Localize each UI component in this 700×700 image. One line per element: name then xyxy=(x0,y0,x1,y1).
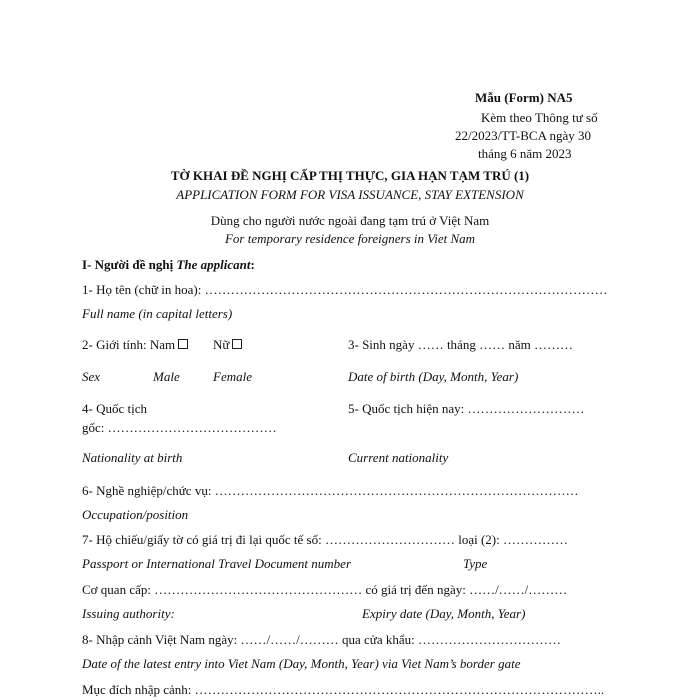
female-checkbox[interactable] xyxy=(232,339,242,349)
form-title-vi: TỜ KHAI ĐỀ NGHỊ CẤP THỊ THỰC, GIA HẠN TẠM TRÚ (1) xyxy=(170,168,530,183)
section-heading-vi: I- Người đề nghị xyxy=(82,257,177,272)
male-checkbox[interactable] xyxy=(178,339,188,349)
issuing-label-en: Issuing authority: xyxy=(82,606,175,621)
issuing-field[interactable]: Cơ quan cấp: ………………………………………… có giá trị đến ngày: ……/……/……… xyxy=(82,582,568,597)
section-heading xyxy=(82,257,255,273)
gender-field xyxy=(82,337,188,353)
section-heading-en: The applicant xyxy=(176,257,251,272)
sex-label-en: Sex xyxy=(82,369,101,384)
passport-label-en: Passport or International Travel Document number xyxy=(82,556,352,571)
attached-line-3: tháng 6 năm 2023 xyxy=(478,146,572,161)
section-heading-colon: : xyxy=(250,257,255,272)
attached-line-1: Kèm theo Thông tư số xyxy=(481,110,598,125)
form-title-en: APPLICATION FORM FOR VISA ISSUANCE, STAY EXTENSION xyxy=(176,187,524,202)
expiry-label-en: Expiry date (Day, Month, Year) xyxy=(362,606,526,621)
name-label-en: Full name (in capital letters) xyxy=(82,306,233,321)
entry-label-en: Date of the latest entry into Viet Nam (Day, Month, Year) via Viet Nam’s border gate xyxy=(82,656,521,671)
female-label-en: Female xyxy=(213,369,252,384)
entry-field[interactable]: 8- Nhập cảnh Việt Nam ngày: ……/……/……… qua cửa khẩu: …………………………… xyxy=(82,632,562,647)
nationality-birth-label: 4- Quốc tịch xyxy=(82,401,147,416)
nationality-birth-label-en: Nationality at birth xyxy=(82,450,183,465)
dob-label-en: Date of birth (Day, Month, Year) xyxy=(348,369,519,384)
nationality-birth-field[interactable]: gốc: ………………………………… xyxy=(82,420,277,435)
form-subtitle-vi: Dùng cho người nước ngoài đang tạm trú ở Việt Nam xyxy=(210,213,490,228)
form-subtitle-en: For temporary residence foreigners in Viet Nam xyxy=(224,231,476,246)
passport-field[interactable]: 7- Hộ chiếu/giấy tờ có giá trị đi lại quốc tế số: ………………………… loại (2): …………… xyxy=(82,532,568,547)
occupation-label-en: Occupation/position xyxy=(82,507,189,522)
attached-line-2: 22/2023/TT-BCA ngày 30 xyxy=(455,128,592,143)
nationality-current-field[interactable]: 5- Quốc tịch hiện nay: ……………………… xyxy=(348,401,585,416)
form-code: Mẫu (Form) NA5 xyxy=(475,90,573,105)
occupation-field[interactable]: 6- Nghề nghiệp/chức vụ: ………………………………………………………………………… xyxy=(82,483,579,498)
dob-field[interactable]: 3- Sinh ngày …… tháng …… năm ……… xyxy=(348,337,573,352)
type-label-en: Type xyxy=(463,556,488,571)
name-field[interactable]: 1- Họ tên (chữ in hoa): ………………………………………………………………………………… xyxy=(82,282,608,297)
nationality-current-label-en: Current nationality xyxy=(348,450,449,465)
gender-label: 2- Giới tính: Nam xyxy=(82,337,176,352)
male-label-en: Male xyxy=(153,369,180,384)
purpose-field[interactable]: Mục đích nhập cảnh: ………………………………………………………………………………….. xyxy=(82,682,605,697)
female-field xyxy=(213,337,242,353)
female-label: Nữ xyxy=(213,337,230,352)
